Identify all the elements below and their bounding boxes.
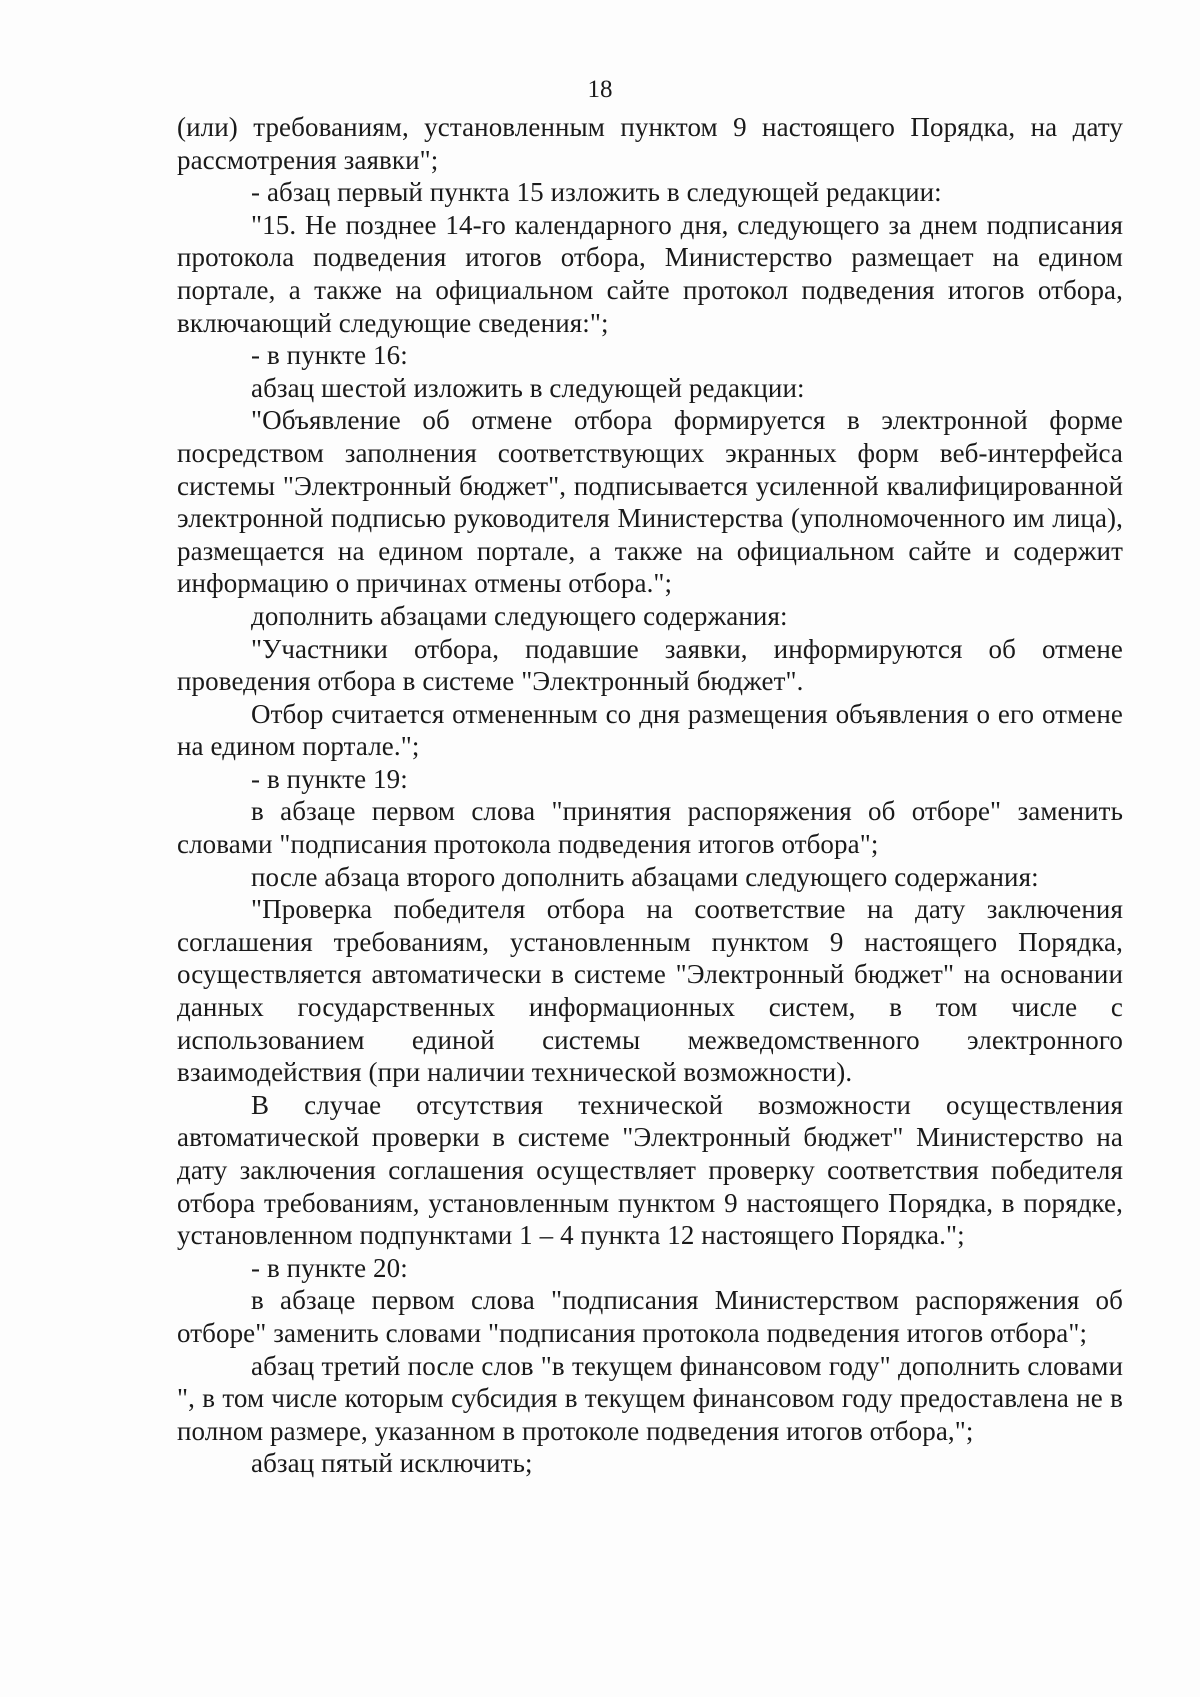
- paragraph: "Проверка победителя отбора на соответствие на дату заключения соглашения требованиям, установленным пунктом 9 настоящего Порядка, осуществляется автоматически в системе "Электронный бюджет" на основании данных государственных информационных систем, в том числе с использованием единой системы межведомственного электронного взаимодействия (при наличии технической возможности).: [177, 894, 1123, 1088]
- paragraph: абзац пятый исключить;: [251, 1448, 533, 1479]
- paragraph: (или) требованиям, установленным пунктом 9 настоящего Порядка, на дату рассмотрения заявки";: [177, 112, 1123, 175]
- paragraph: "15. Не позднее 14-го календарного дня, следующего за днем подписания протокола подведения итогов отбора, Министерство размещает на едином портале, а также на официальном сайте протокол подведения итогов отбора, включающий следующие сведения:";: [177, 209, 1123, 338]
- paragraph: "Объявление об отмене отбора формируется в электронной форме посредством заполнения соответствующих экранных форм веб-интерфейса системы "Электронный бюджет", подписывается усиленной квалифицированной электронной подписью руководителя Министерства (уполномоченного им лица), размещается на едином портале, а также на официальном сайте и содержит информацию о причинах отмены отбора.";: [177, 405, 1123, 599]
- document-body: [177, 111, 1123, 1480]
- paragraph: Отбор считается отмененным со дня размещения объявления о его отмене на едином портале.";: [177, 698, 1123, 762]
- paragraph: дополнить абзацами следующего содержания:: [251, 600, 788, 631]
- paragraph: в абзаце первом слова "подписания Министерством распоряжения об отборе" заменить словами "подписания протокола подведения итогов отбора";: [177, 1285, 1123, 1348]
- paragraph: абзац третий после слов "в текущем финансовом году" дополнить словами ", в том числе которым субсидия в текущем финансовом году предоставлена не в полном размере, указанном в протоколе подведения итогов отбора,";: [177, 1350, 1123, 1446]
- paragraph: - в пункте 20:: [251, 1252, 408, 1283]
- paragraph: после абзаца второго дополнить абзацами следующего содержания:: [251, 861, 1039, 892]
- paragraph: В случае отсутствия технической возможности осуществления автоматической проверки в системе "Электронный бюджет" Министерство на дату заключения соглашения осуществляет проверку соответствия победителя отбора требованиям, установленным пунктом 9 настоящего Порядка, в порядке, установленном подпунктами 1 – 4 пункта 12 настоящего Порядка.";: [177, 1089, 1123, 1251]
- paragraph: - в пункте 16:: [251, 340, 408, 371]
- paragraph: "Участники отбора, подавшие заявки, информируются об отмене проведения отбора в системе "Электронный бюджет".: [177, 633, 1123, 697]
- paragraph: - абзац первый пункта 15 изложить в следующей редакции:: [251, 177, 942, 208]
- page-number: 18: [587, 76, 613, 103]
- paragraph: - в пункте 19:: [251, 763, 408, 794]
- paragraph: в абзаце первом слова "принятия распоряжения об отборе" заменить словами "подписания протокола подведения итогов отбора";: [177, 796, 1123, 860]
- paragraph: абзац шестой изложить в следующей редакции:: [251, 372, 805, 403]
